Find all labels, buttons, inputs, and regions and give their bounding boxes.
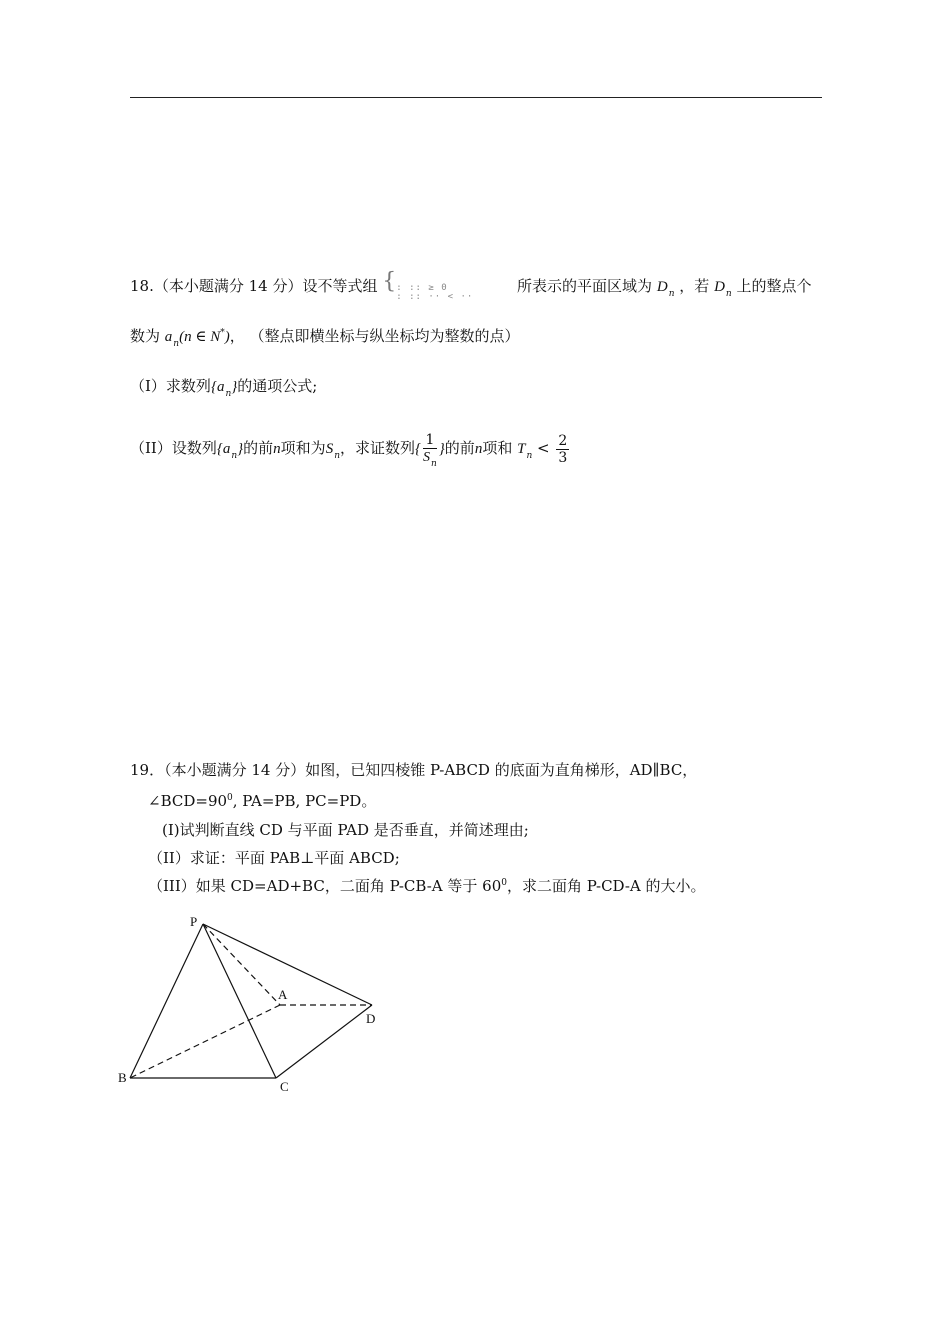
q18-part2: （II）设数列$\{a_n\}$的前n项和为$S_n$，求证数列{ $\frac{1}{S_n}$ }的前n项和 $T_n$ < $\frac{2}{3}$ bbox=[130, 431, 568, 469]
inequality-system-image: { : :: ≥ 0 : :: ·· < ·· bbox=[382, 269, 474, 302]
q19-part2: （II）求证：平面 PAB⊥平面 ABCD; bbox=[148, 849, 400, 867]
edge-PD bbox=[203, 924, 372, 1005]
label-C: C bbox=[280, 1079, 289, 1094]
q18-line2: 数为 $a_n(n$ ∈ N*)， （整点即横坐标与纵坐标均为整数的点） bbox=[130, 327, 520, 349]
edge-PB bbox=[130, 924, 203, 1078]
fraction-1-over-Sn: $\frac{1}{S_n}$ bbox=[423, 431, 437, 469]
q19-line2: $\angle BCD=90^0$, PA=PB, PC=PD。 bbox=[148, 792, 377, 810]
q19-part3: （III）如果 CD=AD+BC，二面角 P-CB-A 等于 $60^0$，求二面角 P-CD-A 的大小。 bbox=[148, 877, 706, 895]
q18-lead: 18.（本小题满分 14 分）设不等式组 bbox=[130, 277, 378, 295]
fraction-2-over-3: $\frac{2}{3}$ bbox=[558, 432, 568, 466]
label-D: D bbox=[366, 1011, 376, 1026]
q18-part1: （Ⅰ）求数列$\{a_n\}$的通项公式; bbox=[130, 377, 318, 399]
pyramid-figure bbox=[110, 910, 390, 1095]
edge-PC bbox=[203, 924, 276, 1078]
D-symbol: D bbox=[656, 279, 668, 295]
label-P: P bbox=[190, 914, 198, 929]
edge-AB bbox=[130, 1005, 280, 1078]
label-A: A bbox=[278, 987, 288, 1002]
q19-line1: 19．（本小题满分 14 分）如图，已知四棱锥 P-ABCD 的底面为直角梯形，AD∥BC， bbox=[130, 761, 698, 779]
q19-part1: (I)试判断直线 CD 与平面 PAD 是否垂直，并简述理由; bbox=[162, 821, 529, 839]
q18-line1: 18.（本小题满分 14 分）设不等式组 { : :: ≥ 0 : :: ·· < ·· 所表示的平面区域为 $D_n$ ，若 $D_n$ 上的整点个 bbox=[130, 269, 812, 302]
D-symbol: D bbox=[714, 279, 725, 295]
edge-CD bbox=[276, 1005, 372, 1078]
q18-mid: 所表示的平面区域为 bbox=[517, 277, 653, 295]
edge-PA bbox=[203, 924, 280, 1005]
label-B: B bbox=[118, 1070, 127, 1085]
a-symbol: a bbox=[164, 329, 173, 345]
q18-note: （整点即横坐标与纵坐标均为整数的点） bbox=[249, 327, 520, 345]
header-rule bbox=[130, 97, 822, 98]
